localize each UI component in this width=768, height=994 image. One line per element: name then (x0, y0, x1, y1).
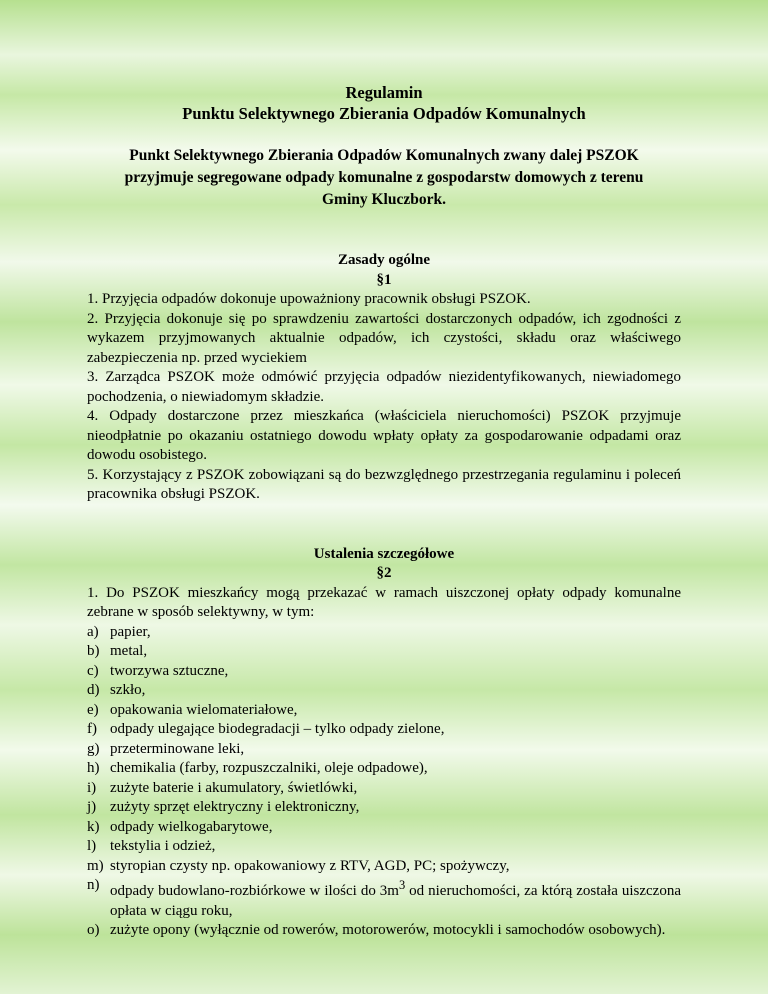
section-heading: Ustalenia szczegółowe (313, 545, 455, 562)
intro-paragraph (87, 145, 681, 211)
intro-line-1: Punkt Selektywnego Zbierania Odpadów Komunalnych zwany dalej PSZOK (129, 147, 639, 164)
list-item: h) chemikalia (farby, rozpuszczalniki, oleje odpadowe), (87, 760, 428, 776)
section-heading: Zasady ogólne (337, 252, 431, 268)
paragraph-mark: §1 (376, 271, 392, 288)
intro-line-3: Gminy Kluczbork. (321, 191, 446, 208)
rule-4: 4. Odpady dostarczone przez mieszkańca (właściciela nieruchomości) PSZOK przyjmuje nieodpłatnie po okazaniu ostatniego dowodu wpłaty opłaty za gospodarowanie odpadami oraz dowodu osobistego. (87, 408, 681, 463)
title-line-1: Regulamin (345, 83, 423, 102)
section-detailed-rules (87, 545, 681, 941)
paragraph-mark: §2 (376, 565, 392, 581)
document-title (87, 82, 681, 124)
intro-line-2: przyjmuje segregowane odpady komunalne z gospodarstw domowych z terenu (124, 169, 644, 186)
rule-1: 1. Przyjęcia odpadów dokonuje upoważniony pracownik obsługi PSZOK. (87, 291, 531, 307)
list-item: c) tworzywa sztuczne, (87, 662, 229, 679)
list-item: o) zużyte opony (wyłącznie od rowerów, motorowerów, motocykli i samochodów osobowych). (87, 922, 666, 938)
list-item: b) metal, (87, 643, 148, 659)
list-item: a) papier, (87, 623, 151, 640)
list-item: g) przeterminowane leki, (87, 740, 245, 757)
document-body (87, 82, 681, 941)
list-item: f) odpady ulegające biodegradacji – tylko odpady zielone, (87, 721, 445, 737)
waste-type-list (87, 623, 681, 941)
list-item: d) szkło, (87, 682, 146, 698)
rule-intro: 1. Do PSZOK mieszkańcy mogą przekazać w ramach uiszczonej opłaty odpady komunalne zebrane w sposób selektywny, w tym: (87, 584, 681, 620)
list-item: i) zużyte baterie i akumulatory, świetlówki, (87, 779, 358, 796)
list-item: n) odpady budowlano-rozbiórkowe w ilości do $3m^3$ od nieruchomości, za którą została uiszczona opłata w ciągu roku, (87, 877, 681, 919)
list-item: j) zużyty sprzęt elektryczny i elektroniczny, (87, 799, 360, 815)
title-line-2: Punktu Selektywnego Zbierania Odpadów Komunalnych (182, 104, 586, 123)
section-general-rules (87, 251, 681, 505)
rule-3: 3. Zarządca PSZOK może odmówić przyjęcia odpadów niezidentyfikowanych, niewiadomego pochodzenia, o niewiadomym składzie. (87, 369, 681, 405)
list-item: l) tekstylia i odzież, (87, 838, 216, 854)
rule-2: 2. Przyjęcia dokonuje się po sprawdzeniu zawartości dostarczonych odpadów, ich zgodności z wykazem przyjmowanych aktualnie odpadów, ich czystości, składu oraz właściwego zabezpieczenia np. przed wyciekiem (87, 310, 681, 366)
list-item: e) opakowania wielomateriałowe, (87, 701, 298, 718)
rule-5: 5. Korzystający z PSZOK zobowiązani są do bezwzględnego przestrzegania regulaminu i poleceń pracownika obsługi PSZOK. (87, 466, 681, 502)
list-item: m) styropian czysty np. opakowaniowy z RTV, AGD, PC; spożywczy, (87, 857, 510, 874)
list-item: k) odpady wielkogabarytowe, (87, 818, 273, 835)
